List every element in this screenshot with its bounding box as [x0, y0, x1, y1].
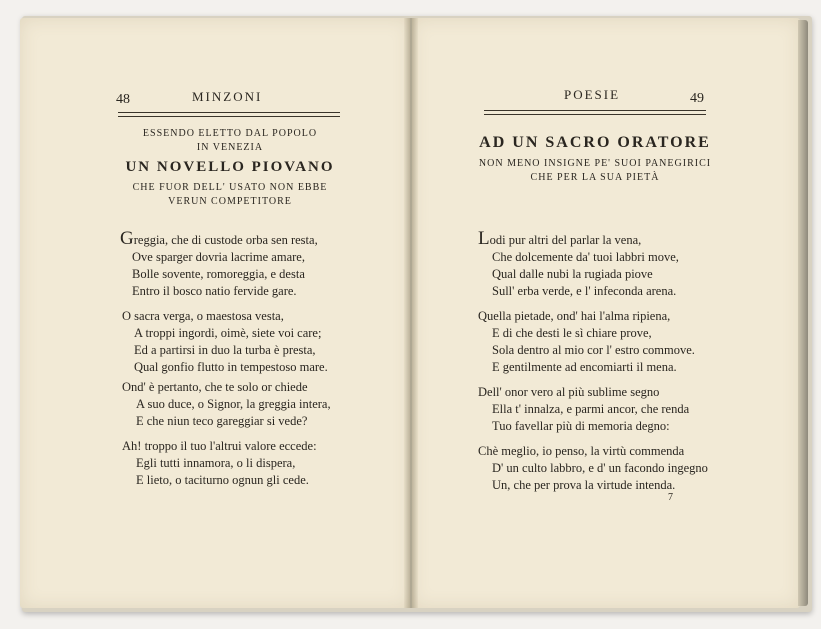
left-verse-line: O sacra verga, o maestosa vesta,	[122, 309, 284, 323]
left-head-rule	[118, 112, 340, 117]
right-verse-line: Quella pietade, ond' hai l'alma ripiena,	[478, 309, 671, 323]
left-subheading-line-2: VERUN COMPETITORE	[168, 196, 292, 207]
right-verse-line: Che dolcemente da' tuoi labbri move,	[492, 250, 679, 264]
left-stanza-3	[122, 379, 331, 430]
right-stanza-1	[478, 230, 679, 300]
right-verse-line: D' un culto labbro, e d' un facondo ingegno	[492, 461, 708, 475]
left-verse-line: Ed a partirsi in duo la turba è presta,	[134, 343, 316, 357]
right-page-number: 49	[690, 91, 704, 106]
right-stanza-2	[478, 308, 695, 376]
right-verse-line: Chè meglio, io penso, la virtù commenda	[478, 444, 685, 458]
right-head-rule	[484, 110, 706, 115]
right-stanza-3	[478, 384, 689, 435]
left-heading-line-2: IN VENEZIA	[196, 142, 264, 153]
left-running-head: MINZONI	[192, 89, 263, 104]
left-verse-line: Entro il bosco natio fervide gare.	[132, 284, 297, 298]
left-stanza-1	[120, 230, 318, 300]
right-verse-line: Un, che per prova la virtude intenda.	[492, 478, 676, 492]
page-edges	[798, 20, 808, 606]
left-verse-line: Ah! troppo il tuo l'altrui valore eccede:	[122, 439, 317, 453]
left-poem-title: UN NOVELLO PIOVANO	[125, 159, 335, 175]
left-stanza-4	[122, 438, 317, 489]
right-subheading-line-1: NON MENO INSIGNE PE' SUOI PANEGIRICI	[478, 158, 712, 169]
left-verse-line: Egli tutti innamora, o li dispera,	[136, 456, 296, 470]
right-verse-line: odi pur altri del parlar la vena,	[489, 233, 642, 247]
right-heading	[470, 134, 720, 183]
left-verse-line: reggia, che di custode orba sen resta,	[133, 233, 318, 247]
left-verse-line: A suo duce, o Signor, la greggia intera,	[136, 397, 331, 411]
left-verse-line: Ond' è pertanto, che te solo or chiede	[122, 380, 308, 394]
left-verse-line: E lieto, o taciturno ognun gli cede.	[136, 473, 309, 487]
right-verse-line: Dell' onor vero al più sublime segno	[478, 385, 660, 399]
left-verse-line: Bolle sovente, romoreggia, e desta	[132, 267, 305, 281]
left-heading-line-1: ESSENDO ELETTO DAL POPOLO	[142, 128, 318, 139]
left-page-number: 48	[116, 92, 130, 107]
right-poem-title: AD UN SACRO ORATORE	[479, 134, 711, 151]
left-drop-initial: G	[120, 228, 134, 249]
right-verse-line: Tuo favellar più di memoria degno:	[492, 419, 670, 433]
right-verse-line: Ella t' innalza, e parmi ancor, che renda	[492, 402, 690, 416]
book-gutter	[404, 18, 418, 608]
left-verse-line: E che niun teco gareggiar si vede?	[136, 414, 308, 428]
left-stanza-2	[122, 308, 328, 376]
right-verse-line: Qual dalle nubi la rugiada piove	[492, 267, 653, 281]
right-verse-line: Sull' erba verde, e l' infeconda arena.	[492, 284, 677, 298]
left-subheading-line-1: CHE FUOR DELL' USATO NON EBBE	[132, 182, 328, 193]
signature-mark: 7	[668, 492, 673, 503]
left-heading	[110, 128, 350, 207]
right-verse-line: E di che desti le sì chiare prove,	[492, 326, 652, 340]
right-verse-line: E gentilmente ad encomiarti il mena.	[492, 360, 677, 374]
left-verse-line: Ove sparger dovria lacrime amare,	[132, 250, 305, 264]
left-verse-line: A troppi ingordi, oimè, siete voi care;	[134, 326, 322, 340]
right-stanza-4	[478, 443, 708, 494]
left-verse-line: Qual gonfio flutto in tempestoso mare.	[134, 360, 328, 374]
right-running-head: POESIE	[564, 87, 621, 102]
right-subheading-line-2: CHE PER LA SUA PIETÀ	[530, 172, 660, 183]
right-drop-initial: L	[478, 228, 490, 249]
right-verse-line: Sola dentro al mio cor l' estro commove.	[492, 343, 695, 357]
